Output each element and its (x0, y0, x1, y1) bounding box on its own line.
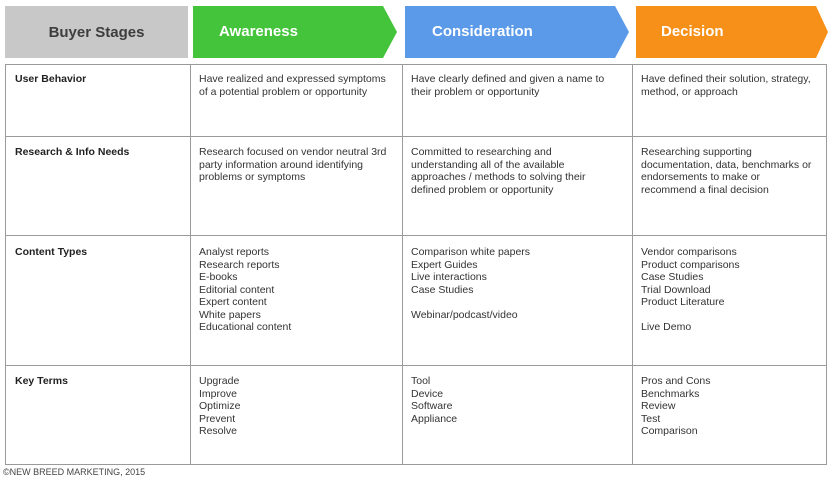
cell-research-decision (641, 146, 811, 196)
header-buyer-stages (5, 6, 188, 58)
cell-line: recommend a final decision (641, 183, 769, 196)
header-consideration-label: Consideration (432, 23, 533, 40)
cell-line: problems or symptoms (199, 171, 306, 183)
list-item: Test (641, 412, 661, 425)
cell-content-types-decision (641, 246, 740, 334)
list-item: Software (411, 400, 453, 412)
cell-content-types-awareness (199, 246, 291, 334)
cell-user-behavior-awareness (199, 73, 386, 98)
list-item: Live Demo (641, 321, 692, 333)
list-item: Benchmarks (641, 387, 700, 400)
header-decision (636, 6, 828, 58)
cell-line: defined problem or opportunity (411, 183, 554, 196)
cell-line: documentation, data, benchmarks or (641, 158, 812, 171)
cell-content-types-consideration (411, 246, 530, 321)
list-item: Pros and Cons (641, 375, 711, 387)
cell-line: Have realized and expressed symptoms (199, 73, 386, 85)
column-divider (402, 65, 403, 464)
cell-line: their problem or opportunity (411, 85, 540, 98)
list-item: Tool (411, 375, 431, 387)
cell-research-consideration (411, 146, 586, 196)
list-item: Case Studies (641, 271, 704, 283)
list-item: Live interactions (411, 271, 487, 283)
list-item: Trial Download (641, 283, 711, 296)
list-item: Research reports (199, 258, 280, 271)
list-item: Educational content (199, 321, 292, 333)
row-label-key-terms: Key Terms (15, 375, 68, 387)
cell-line: understanding all of the available (411, 158, 565, 171)
column-divider (190, 65, 191, 464)
list-item: Appliance (411, 412, 458, 425)
list-item: E-books (199, 271, 238, 283)
cell-key-terms-consideration (411, 375, 457, 425)
column-divider (632, 65, 633, 464)
cell-user-behavior-decision (641, 73, 811, 98)
cell-line: Have clearly defined and given a name to (411, 73, 605, 85)
list-item: Expert Guides (411, 258, 478, 271)
row-divider (6, 136, 826, 137)
cell-line: party information around identifying (199, 158, 364, 171)
row-label-user-behavior: User Behavior (15, 73, 87, 85)
header-awareness (193, 6, 397, 58)
list-item: Device (411, 387, 444, 400)
list-item: Resolve (199, 425, 237, 437)
list-item: Prevent (199, 412, 236, 425)
cell-line: Committed to researching and (411, 146, 552, 158)
list-item: Expert content (199, 296, 267, 308)
list-item: Optimize (199, 400, 241, 412)
cell-line: Research focused on vendor neutral 3rd (199, 146, 387, 158)
cell-line: endorsements to make or (641, 171, 761, 183)
list-item: Upgrade (199, 375, 240, 387)
cell-key-terms-decision (641, 375, 710, 438)
cell-line: approaches / methods to solving their (411, 171, 586, 183)
header-awareness-label: Awareness (219, 23, 298, 40)
row-label-content-types: Content Types (15, 246, 88, 258)
cell-key-terms-awareness (199, 375, 240, 438)
header-consideration (405, 6, 629, 58)
list-item: Vendor comparisons (641, 246, 737, 258)
cell-research-awareness (199, 146, 386, 184)
cell-line: method, or approach (641, 85, 738, 98)
header-buyer-stages-label: Buyer Stages (48, 23, 145, 41)
buyer-stages-table (5, 64, 827, 465)
list-item: Review (641, 400, 676, 412)
list-item: Webinar/podcast/video (411, 308, 518, 321)
cell-user-behavior-consideration (411, 73, 604, 98)
cell-line: of a potential problem or opportunity (199, 85, 368, 98)
copyright-footer: ©NEW BREED MARKETING, 2015 (3, 467, 146, 477)
header-decision-label: Decision (661, 23, 724, 40)
row-divider (6, 365, 826, 366)
row-divider (6, 235, 826, 236)
list-item: White papers (199, 308, 261, 321)
list-item: Editorial content (199, 283, 275, 296)
cell-line: Have defined their solution, strategy, (641, 73, 811, 85)
list-item: Product comparisons (641, 258, 740, 271)
list-item: Improve (199, 387, 237, 400)
row-label-research-info-needs: Research & Info Needs (15, 146, 130, 158)
list-item: Comparison (641, 425, 698, 437)
cell-line: Researching supporting (641, 146, 752, 158)
list-item: Analyst reports (199, 246, 270, 258)
list-item: Product Literature (641, 296, 725, 308)
list-item: Comparison white papers (411, 246, 531, 258)
list-item: Case Studies (411, 283, 474, 296)
